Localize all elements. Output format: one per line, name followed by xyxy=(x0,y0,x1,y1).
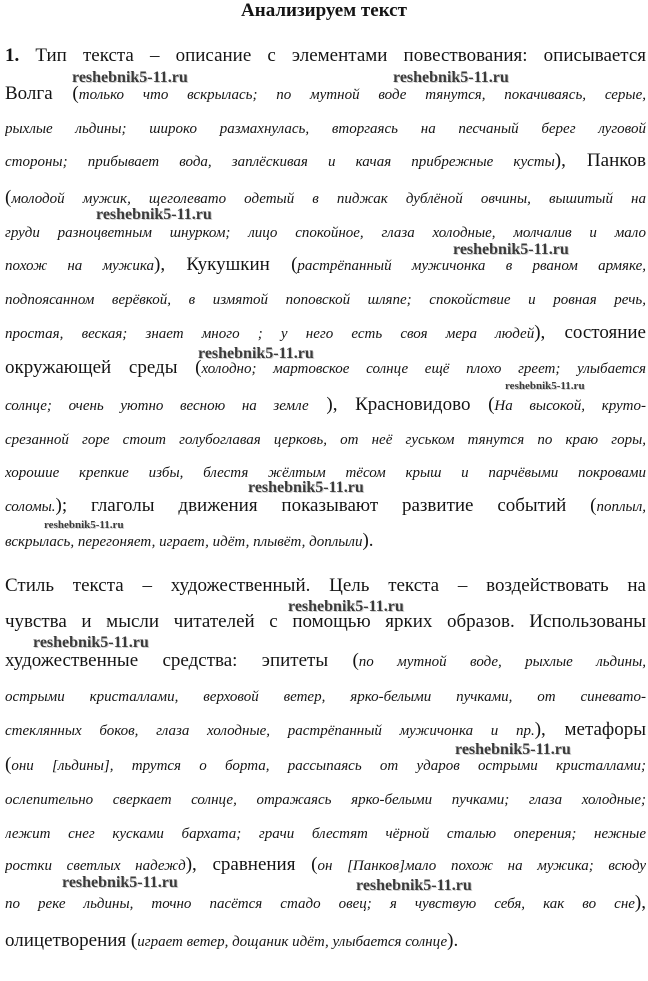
text-line: (молодой мужик, щеголевато одетый в пиджак дублёной овчины, вышитый на xyxy=(5,187,646,208)
watermark: reshebnik5-11.ru xyxy=(288,598,404,615)
text-line: 1. Тип текста – описание с элементами повествования: описывается xyxy=(5,45,646,66)
text-line xyxy=(5,288,646,311)
text-line xyxy=(5,685,646,708)
italic-quote: стеклянных боков, глаза холодные, растрёпанный мужичонка и пр. xyxy=(5,723,535,739)
text-line: (они [льдины], трутся о борта, рассыпаясь от ударов острыми кристаллами; xyxy=(5,754,646,775)
text-line: ростки светлых надежд), сравнения (он [Панков]мало похож на мужика; всюду xyxy=(5,854,646,875)
watermark: reshebnik5-11.ru xyxy=(393,69,509,86)
watermark: reshebnik5-11.ru xyxy=(44,519,124,531)
text-line: Волга (только что вскрылась; по мутной воде тянутся, покачиваясь, серые, xyxy=(5,83,646,104)
watermark: reshebnik5-11.ru xyxy=(96,206,212,223)
italic-quote: молодой мужик, щеголевато одетый в пиджак дублёной овчины, вышитый на xyxy=(11,191,646,207)
watermark: reshebnik5-11.ru xyxy=(455,741,571,758)
page-title: Анализируем текст xyxy=(241,0,407,21)
watermark: reshebnik5-11.ru xyxy=(505,380,585,392)
text-line xyxy=(5,117,646,140)
italic-quote: хорошие крепкие избы, блестя жёлтым тёсом крыш и парчёвыми покровами xyxy=(5,465,646,481)
italic-quote: срезанной горе стоит голубоглавая церковь, от неё гуськом тянутся по краю горы, xyxy=(5,432,646,448)
italic-quote: по мутной воде, рыхлые льдины, xyxy=(358,654,646,670)
italic-quote: острыми кристаллами, верховой ветер, ярко-белыми пучками, от синевато- xyxy=(5,689,646,705)
italic-quote: он [Панков]мало похож на мужика; всюду xyxy=(317,858,646,874)
italic-quote: ростки светлых надежд xyxy=(5,858,186,874)
italic-quote: стороны; прибывает вода, заплёскивая и качая прибрежные кусты xyxy=(5,154,555,170)
text-line xyxy=(5,788,646,811)
text-line: стороны; прибывает вода, заплёскивая и качая прибрежные кусты), Панков xyxy=(5,150,646,171)
watermark: reshebnik5-11.ru xyxy=(248,479,364,496)
watermark: reshebnik5-11.ru xyxy=(453,241,569,258)
text-line: вскрылась, перегоняет, играет, идёт, плывёт, доплыли). xyxy=(5,530,374,551)
italic-quote: только что вскрылась; по мутной воде тянутся, покачиваясь, серые, xyxy=(78,87,646,103)
text-line xyxy=(5,822,646,845)
text-line: окружающей среды (холодно; мартовское солнце ещё плохо греет; улыбается xyxy=(5,357,646,378)
italic-quote: груди разноцветным шнурком; лицо спокойное, глаза холодные, молчалив и мало xyxy=(5,225,646,241)
italic-quote: вскрылась, перегоняет, играет, идёт, плывёт, доплыли xyxy=(5,534,363,550)
italic-quote: простая, веская; знает много ; у него есть своя мера людей xyxy=(5,326,535,342)
italic-quote: подпоясанном верёвкой, в измятой поповской шляпе; спокойствие и ровная речь, xyxy=(5,292,646,308)
text-line: стеклянных боков, глаза холодные, растрёпанный мужичонка и пр.), метафоры xyxy=(5,719,646,740)
text-line: похож на мужика), Кукушкин (растрёпанный мужичонка в рваном армяке, xyxy=(5,254,646,275)
italic-quote: поплыл, xyxy=(596,499,646,515)
text-line: олицетворения (играет ветер, дощаник идёт, улыбается солнце). xyxy=(5,930,459,951)
italic-quote: ослепительно сверкает солнце, отражаясь ярко-белыми пучками; глаза холодные; xyxy=(5,792,646,808)
italic-quote: растрёпанный мужичонка в рваном армяке, xyxy=(297,258,646,274)
text-line: чувства и мысли читателей с помощью ярких образов. Использованы xyxy=(5,611,646,632)
watermark: reshebnik5-11.ru xyxy=(62,874,178,891)
italic-quote: играет ветер, дощаник идёт, улыбается солнце xyxy=(137,934,448,950)
italic-quote: холодно; мартовское солнце ещё плохо греет; улыбается xyxy=(201,361,646,377)
italic-quote: соломы. xyxy=(5,499,56,515)
text-line xyxy=(5,428,646,451)
text-line: по реке льдины, точно пасётся стадо овец; я чувствую себя, как во сне), xyxy=(5,892,646,913)
text-line: солнце; очень уютно весною на земле ), Красновидово (На высокой, круто- xyxy=(5,394,646,415)
italic-quote: они [льдины], трутся о борта, рассыпаясь от ударов острыми кристаллами; xyxy=(11,758,646,774)
paragraph-number: 1. xyxy=(5,45,20,66)
italic-quote: солнце; очень уютно весною на земле xyxy=(5,398,309,414)
italic-quote: похож на мужика xyxy=(5,258,155,274)
watermark: reshebnik5-11.ru xyxy=(198,345,314,362)
italic-quote: лежит снег кусками бархата; грачи блестят чёрной сталью оперения; нежные xyxy=(5,826,646,842)
text-line: художественные средства: эпитеты (по мутной воде, рыхлые льдины, xyxy=(5,650,646,671)
watermark: reshebnik5-11.ru xyxy=(33,634,149,651)
italic-quote: рыхлые льдины; широко размахнулась, вторгаясь на песчаный берег луговой xyxy=(5,121,646,137)
text-line: соломы.); глаголы движения показывают развитие событий (поплыл, xyxy=(5,495,646,516)
text-line: простая, веская; знает много ; у него есть своя мера людей), состояние xyxy=(5,322,646,343)
watermark: reshebnik5-11.ru xyxy=(72,69,188,86)
text-line: Стиль текста – художественный. Цель текста – воздействовать на xyxy=(5,575,646,596)
watermark: reshebnik5-11.ru xyxy=(356,877,472,894)
italic-quote: На высокой, круто- xyxy=(494,398,646,414)
italic-quote: по реке льдины, точно пасётся стадо овец; я чувствую себя, как во сне xyxy=(5,896,635,912)
